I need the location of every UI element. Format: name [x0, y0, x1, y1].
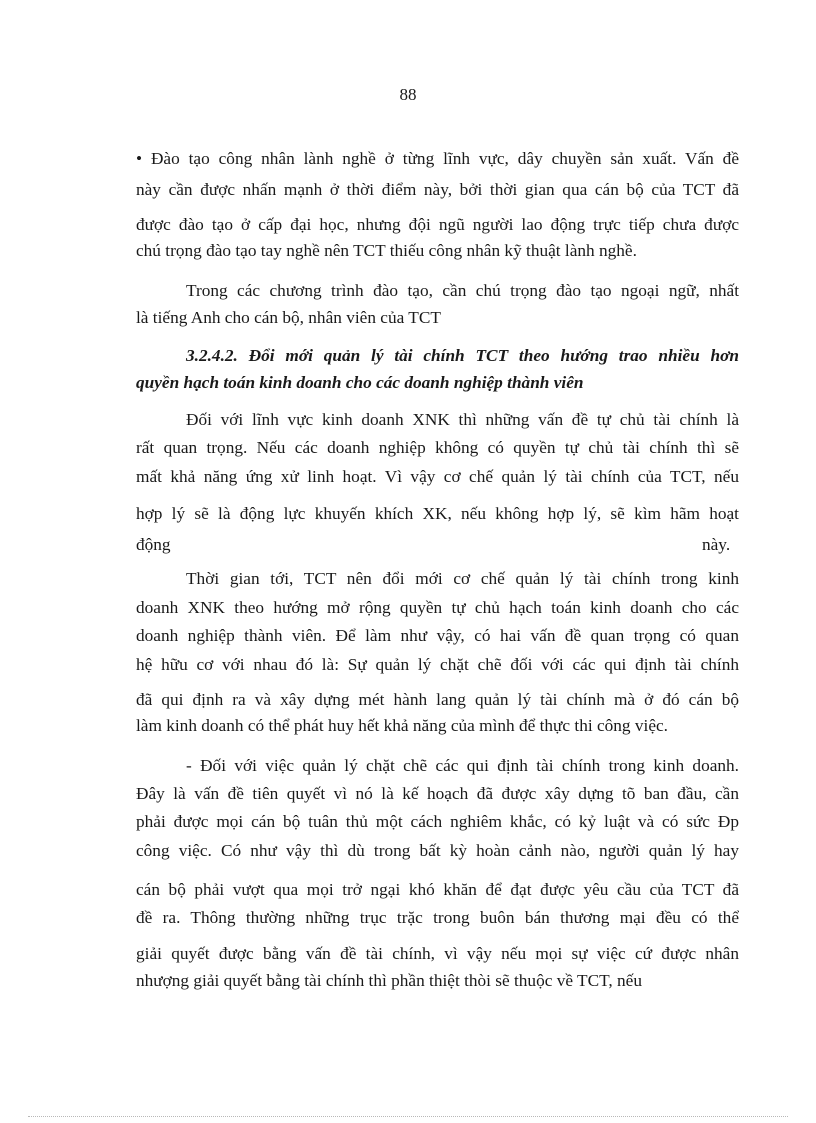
text-line: này cần được nhấn mạnh ở thời điểm này, bởi thời gian qua cán bộ của TCT đã: [136, 180, 739, 199]
text-line: được đào tạo ở cấp đại học, nhưng đội ngũ người lao động trực tiếp chưa được: [136, 215, 739, 234]
text-line: Trong các chương trình đào tạo, cần chú trọng đào tạo ngoại ngữ, nhất: [186, 281, 739, 300]
text-line: giải quyết được bằng vấn đề tài chính, vì vậy nếu mọi sự việc cứ được nhân: [136, 944, 739, 963]
text-line: cán bộ phải vượt qua mọi trở ngại khó khăn để đạt được yêu cầu của TCT đã: [136, 880, 739, 899]
text-line: nhượng giải quyết bằng tài chính thì phần thiệt thòi sẽ thuộc về TCT, nếu: [136, 971, 642, 990]
text-line: công việc. Có như vậy thì dù trong bất kỳ hoàn cảnh nào, người quản lý hay: [136, 841, 739, 860]
text-line: Đây là vấn đề tiên quyết vì nó là kế hoạch đã được xây dựng tõ ban đầu, cần: [136, 784, 739, 803]
text-line: Thời gian tới, TCT nên đổi mới cơ chế quản lý tài chính trong kinh: [186, 569, 739, 588]
text-line: chú trọng đào tạo tay nghề nên TCT thiếu công nhân kỹ thuật lành nghề.: [136, 241, 637, 260]
text-line: phải được mọi cán bộ tuân thủ một cách nghiêm khắc, có kỷ luật và có sức Ðp: [136, 812, 739, 831]
text-line: Đối với lĩnh vực kinh doanh XNK thì những vấn đề tự chủ tài chính là: [186, 410, 739, 429]
text-line: doanh nghiệp thành viên. Để làm như vậy, có hai vấn đề quan trọng có quan: [136, 626, 739, 645]
text-line: đề ra. Thông thường những trục trặc trong buôn bán thương mại đều có thể: [136, 908, 739, 927]
text-line: rất quan trọng. Nếu các doanh nghiệp không có quyền tự chủ tài chính thì sẽ: [136, 438, 739, 457]
text-line: mất khả năng ứng xử linh hoạt. Vì vậy cơ chế quản lý tài chính của TCT, nếu: [136, 467, 739, 486]
text-line: đã qui định ra và xây dựng mét hành lang quản lý tài chính mà ở đó cán bộ: [136, 690, 739, 709]
text-line: làm kinh doanh có thể phát huy hết khả năng của mình để thực thi công việc.: [136, 716, 668, 735]
text-line: này.: [702, 535, 731, 554]
text-line: doanh XNK theo hướng mở rộng quyền tự chủ hạch toán kinh doanh cho các: [136, 598, 739, 617]
text-line: - Đối với việc quản lý chặt chẽ các qui định tài chính trong kinh doanh.: [186, 756, 739, 775]
section-heading: 3.2.4.2. Đổi mới quản lý tài chính TCT theo hướng trao nhiều hơn: [186, 346, 739, 365]
text-line: động: [136, 535, 171, 554]
text-line: • Đào tạo công nhân lành nghề ở từng lĩnh vực, dây chuyền sản xuất. Vấn đề: [136, 149, 739, 168]
section-heading: quyền hạch toán kinh doanh cho các doanh nghiệp thành viên: [136, 373, 584, 392]
page-border-dotted: [28, 1116, 788, 1117]
text-line: hợp lý sẽ là động lực khuyến khích XK, nếu không hợp lý, sẽ kìm hãm hoạt: [136, 504, 739, 523]
text-line: là tiếng Anh cho cán bộ, nhân viên của TCT: [136, 308, 441, 327]
page-number: 88: [399, 85, 417, 104]
text-line: hệ hữu cơ với nhau đó là: Sự quản lý chặt chẽ đối với các qui định tài chính: [136, 655, 739, 674]
